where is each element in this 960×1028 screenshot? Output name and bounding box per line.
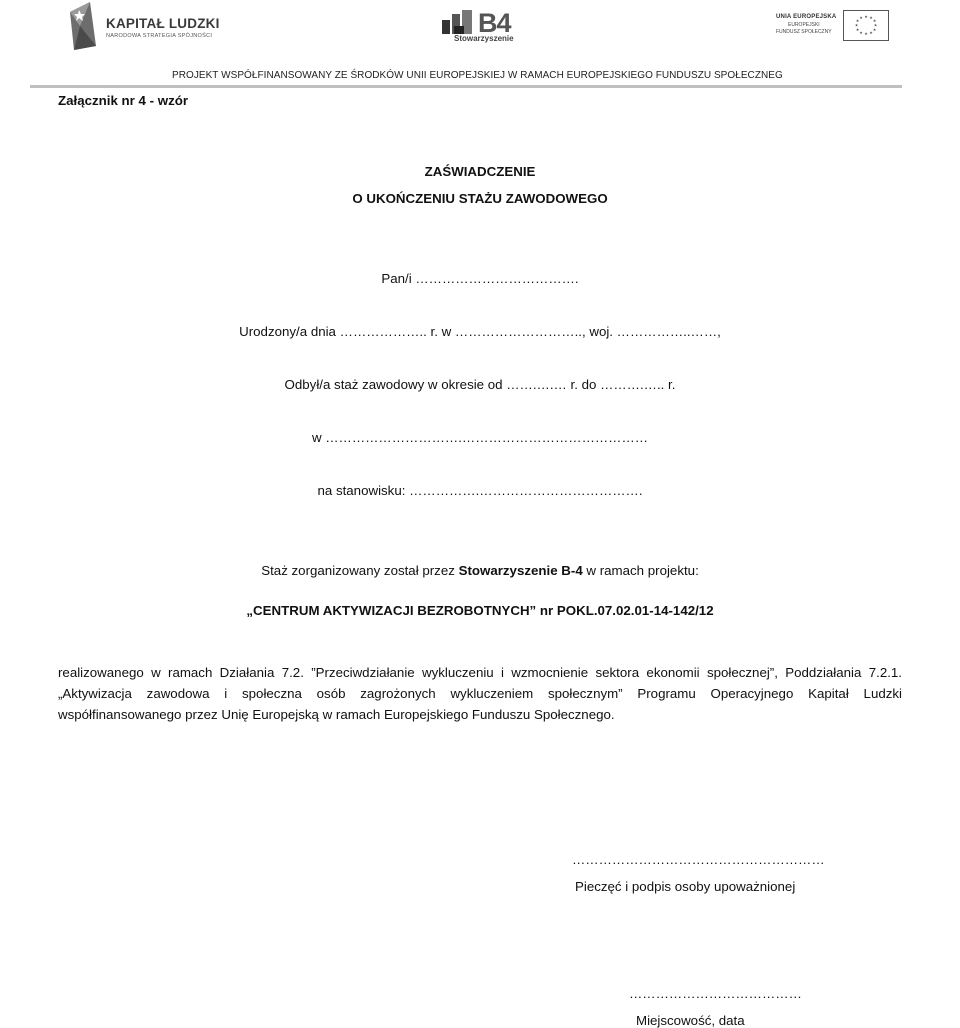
organizer-name: Stowarzyszenie B-4 xyxy=(458,563,583,578)
project-cofinancing-line: PROJEKT WSPÓŁFINANSOWANY ZE ŚRODKÓW UNII EUROPEJSKIEJ W RAMACH EUROPEJSKIEGO FUNDUSZU SPOŁECZNEG xyxy=(172,70,783,81)
period-line: Odbył/a staż zawodowy w okresie od …….….… r. do ……….….. r. xyxy=(284,377,676,392)
name-line: Pan/i ………………………………. xyxy=(381,271,579,286)
eu-line1: UNIA EUROPEJSKA xyxy=(776,14,837,20)
svg-text:★: ★ xyxy=(864,31,868,36)
attachment-label: Załącznik nr 4 - wzór xyxy=(58,93,189,108)
program-paragraph: realizowanego w ramach Działania 7.2. ”Przeciwdziałanie wykluczeniu i wzmocnienie sektora ekonomii społecznej”, Poddziałania 7.2.1. „Aktywizacja zawodowa i społeczna osób zagrożonych wykluczeniem społecznym” Programu Operacyjnego Kapitał Ludzki współfinansowanego przez Unię Europejską w ramach Europejskiego Funduszu Społecznego. xyxy=(58,665,902,722)
eu-line2: EUROPEJSKI xyxy=(788,22,820,28)
svg-text:★: ★ xyxy=(854,22,859,28)
svg-text:★: ★ xyxy=(872,18,877,23)
location-line: w ………………………….…………………………………… xyxy=(311,430,649,445)
svg-text:★: ★ xyxy=(859,30,863,35)
organizer-suffix: w ramach projektu: xyxy=(582,563,699,578)
svg-text:★: ★ xyxy=(864,14,868,19)
eu-logo xyxy=(776,10,891,44)
eu-line3: FUNDUSZ SPOŁECZNY xyxy=(776,29,832,35)
organizer-prefix: Staż zorganizowany został przez xyxy=(261,563,459,578)
place-date-label: Miejscowość, data xyxy=(636,1013,745,1028)
organizer-line xyxy=(0,563,960,578)
kapital-ludzki-logo xyxy=(66,2,221,52)
eu-flag-icon xyxy=(843,10,889,41)
b4-mark: B4 xyxy=(478,8,511,38)
signature-label: Pieczęć i podpis osoby upoważnionej xyxy=(575,879,796,894)
document-title: ZAŚWIADCZENIE xyxy=(424,164,536,179)
svg-text:★: ★ xyxy=(869,15,873,20)
svg-text:★: ★ xyxy=(869,30,873,35)
project-name: „CENTRUM AKTYWIZACJI BEZROBOTNYCH” nr POKL.07.02.01-14-142/12 xyxy=(246,603,714,618)
place-date-dots: ………………………………… xyxy=(629,986,802,1001)
svg-text:★: ★ xyxy=(859,15,863,20)
kapital-ludzki-emblem-icon xyxy=(66,2,100,52)
b4-logo xyxy=(440,8,520,44)
birth-line: Urodzony/a dnia ……………….. r. w ……………………….., woj. ……………..……, xyxy=(239,324,721,339)
svg-text:★: ★ xyxy=(872,27,877,32)
svg-text:★: ★ xyxy=(873,22,878,28)
signature-dots: ………………………………………………… xyxy=(572,852,825,867)
b4-subtitle: Stowarzyszenie xyxy=(454,34,514,43)
position-line: na stanowisku: …………….………………………………. xyxy=(317,483,643,498)
document-subtitle: O UKOŃCZENIU STAŻU ZAWODOWEGO xyxy=(352,191,608,206)
b4-building-icon xyxy=(442,10,478,34)
header-divider xyxy=(30,85,902,88)
kapital-ludzki-title: KAPITAŁ LUDZKI xyxy=(106,16,220,31)
svg-text:★: ★ xyxy=(855,18,860,23)
svg-text:★: ★ xyxy=(855,27,860,32)
kapital-ludzki-subtitle: NARODOWA STRATEGIA SPÓJNOŚCI xyxy=(106,33,213,39)
